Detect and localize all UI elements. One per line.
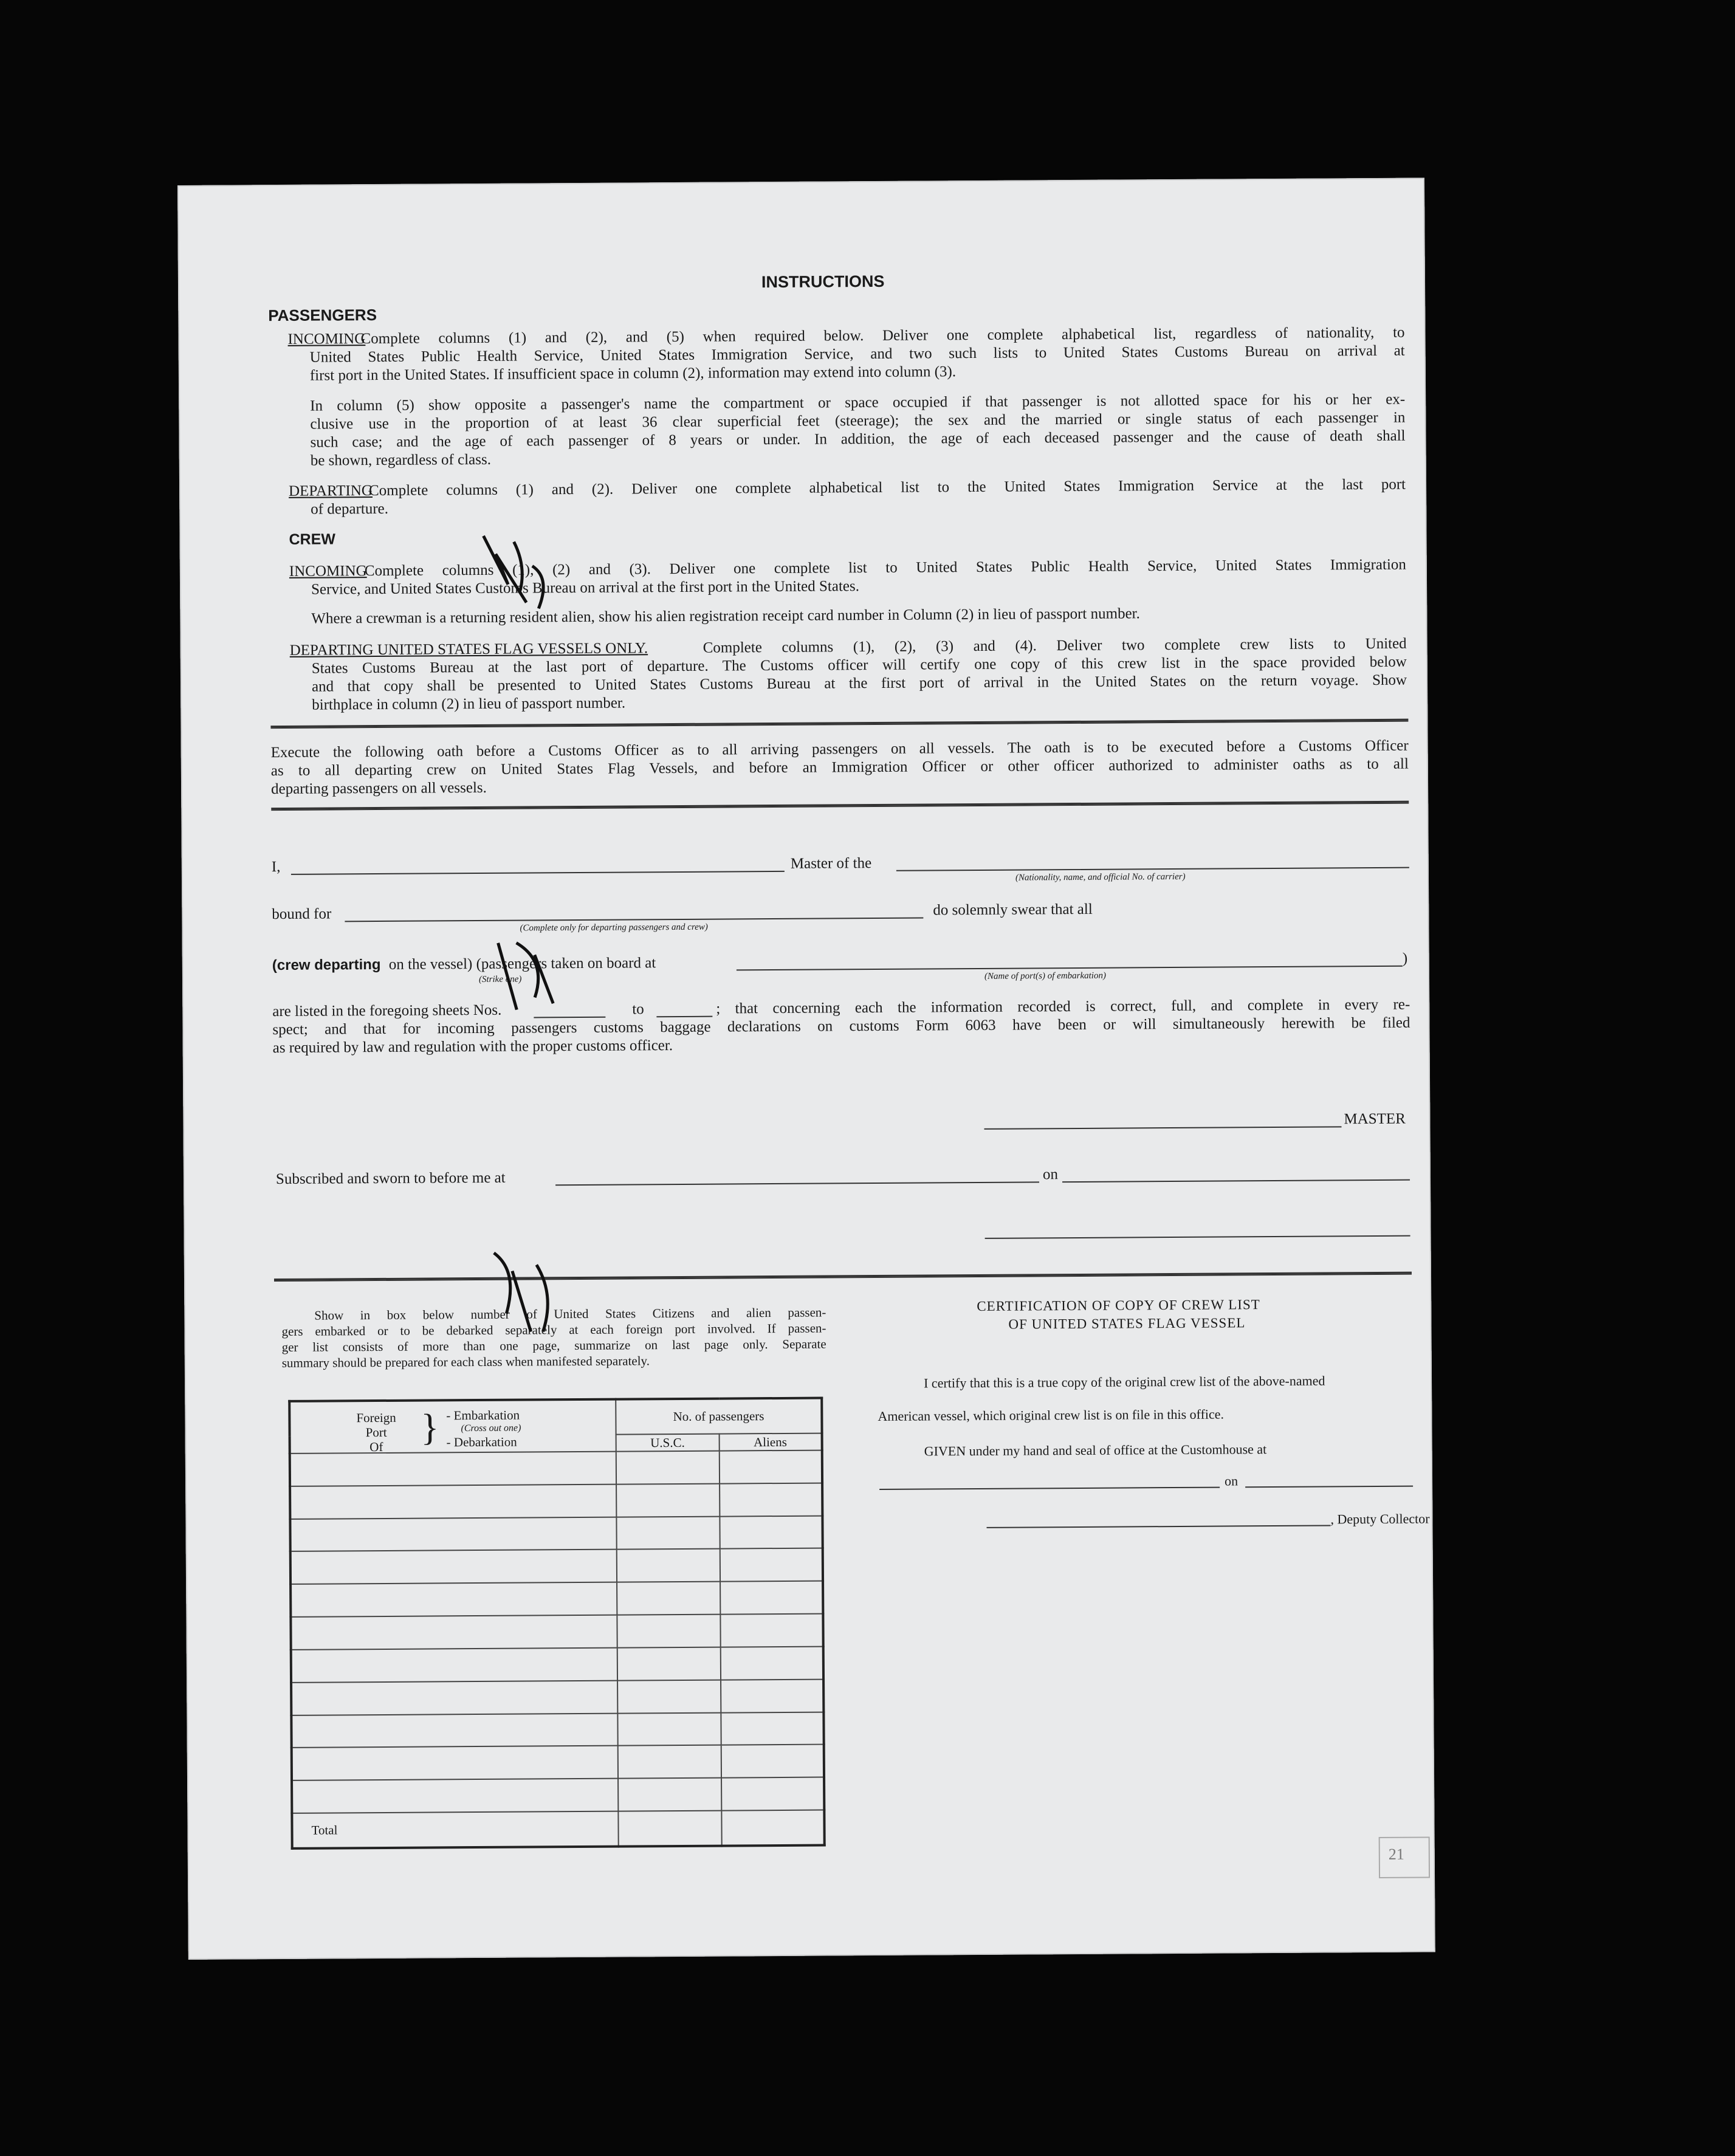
- embarkation-label: - Embarkation: [446, 1407, 520, 1423]
- subscribed-on-label: on: [1042, 1166, 1059, 1183]
- certification-date-field[interactable]: [1245, 1486, 1413, 1488]
- table-row: [291, 1712, 823, 1748]
- of-label: Of: [369, 1439, 383, 1455]
- listed-text-a: are listed in the foregoing sheets Nos.: [272, 1001, 502, 1020]
- crew-departing-line-1: Complete columns (1), (2), (3) and (4). Deliver two complete crew lists to United: [703, 635, 1407, 656]
- pax-col5-line-2: clusive use in the proportion of at least 36 clear superficial feet (steerage); the sex and the married or single status of each passenger in: [310, 409, 1406, 433]
- box-instructions-line-4: summary should be prepared for each class when manifested separately.: [281, 1353, 650, 1370]
- total-usc[interactable]: [619, 1811, 722, 1847]
- pax-col5-line-1: In column (5) show opposite a passenger's name the compartment or space occupied if that passenger is not allotted space for his or her ex-: [310, 391, 1406, 414]
- pax-col5-line-3: such case; and the age of each passenger of 8 years or under. In addition, the age of each deceased passenger and the cause of death shall: [310, 427, 1406, 451]
- master-name-field[interactable]: [291, 871, 785, 875]
- incoming-label: INCOMING: [287, 331, 366, 348]
- carrier-caption: (Nationality, name, and official No. of carrier): [1015, 871, 1186, 883]
- crew-incoming-line-1: Complete columns (1), (2) and (3). Deliver one complete list to United States Public Health Service, United States Immigration: [364, 556, 1406, 580]
- passenger-summary-table: [288, 1397, 826, 1850]
- carrier-field[interactable]: [896, 867, 1409, 871]
- port-header-cell: [289, 1399, 616, 1454]
- officer-signature-field[interactable]: [985, 1235, 1410, 1239]
- departing-label: DEPARTING: [288, 482, 373, 500]
- certify-text-b: American vessel, which original crew list is on file in this office.: [878, 1406, 1225, 1424]
- certify-text-a: I certify that this is a true copy of the original crew list of the above-named: [923, 1373, 1325, 1391]
- listed-line-2: spect; and that for incoming passengers customs baggage declarations on customs Form 6063 have been or will simultaneously herewith be filed: [272, 1014, 1410, 1039]
- aliens-header: Aliens: [719, 1433, 822, 1451]
- total-label: Total: [292, 1811, 619, 1849]
- close-paren: ): [1402, 950, 1408, 967]
- crew-departing-line-2: States Customs Bureau at the last port of departure. The Customs officer will certify one copy of this crew list in the space provided below: [311, 653, 1407, 677]
- brace-icon: }: [421, 1407, 439, 1449]
- crew-incoming-line-2: Service, and United States Customs Bureau on arrival at the first port in the United States.: [311, 578, 860, 598]
- embarkation-ports-field[interactable]: [737, 966, 1403, 971]
- pax-departing-line-1: Complete columns (1) and (2). Deliver one complete alphabetical list to the United States Immigration Service at the last port: [368, 476, 1406, 500]
- usc-header: U.S.C.: [616, 1434, 720, 1452]
- crew-incoming-label: INCOMING: [289, 563, 367, 580]
- pax-incoming-line-2: United States Public Health Service, United States Immigration Service, and two such lists to United States Customs Bureau on arrival at: [309, 342, 1405, 366]
- table-row: [290, 1548, 823, 1584]
- table-row: [292, 1777, 824, 1813]
- bound-for-label: bound for: [272, 905, 332, 923]
- crew-departing-line-4: birthplace in column (2) in lieu of passport number.: [312, 695, 626, 713]
- stamp-number: 21: [1388, 1845, 1404, 1863]
- to-label: to: [632, 1001, 644, 1018]
- table-row: [292, 1745, 824, 1780]
- oath-i: I,: [271, 858, 281, 876]
- oath-line-2: as to all departing crew on United States Flag Vessels, and before an Immigration Officer or other officer authorized to administer oaths as to all: [270, 755, 1409, 780]
- crew-departing-label: DEPARTING UNITED STATES FLAG VESSELS ONLY.: [289, 640, 648, 659]
- section-divider: [270, 719, 1408, 729]
- subscribed-place-field[interactable]: [555, 1181, 1039, 1186]
- strike-caption: (Strike one): [478, 974, 522, 984]
- table-row: [290, 1483, 822, 1519]
- oath-line-3: departing passengers on all vessels.: [270, 779, 487, 798]
- table-row: [291, 1646, 823, 1682]
- subscribed-label: Subscribed and sworn to before me at: [275, 1169, 506, 1188]
- page-title: INSTRUCTIONS: [761, 272, 885, 292]
- passengers-option: on the vessel) (passengers taken on board at: [388, 955, 656, 973]
- sheet-to-field[interactable]: [656, 1016, 712, 1018]
- given-text: GIVEN under my hand and seal of office at the Customhouse at: [924, 1441, 1267, 1459]
- pax-departing-line-2: of departure.: [311, 500, 389, 518]
- deputy-collector-label: , Deputy Collector: [1330, 1511, 1430, 1527]
- oath-divider: [271, 801, 1409, 811]
- pax-incoming-line-1: Complete columns (1) and (2), and (5) when required below. Deliver one complete alphabetical list, regardless of nationality, to: [360, 324, 1405, 348]
- certification-heading-1: CERTIFICATION OF COPY OF CREW LIST: [977, 1297, 1260, 1314]
- deputy-collector-signature[interactable]: [987, 1525, 1331, 1528]
- port-label: Port: [365, 1424, 387, 1440]
- box-instructions-line-3: ger list consists of more than one page, summarize on last page only. Separate: [281, 1336, 826, 1354]
- no-of-passengers-header: No. of passengers: [616, 1398, 822, 1435]
- bleed-through-text: [774, 239, 786, 263]
- total-aliens[interactable]: [721, 1810, 825, 1846]
- master-label: MASTER: [1344, 1110, 1406, 1128]
- certification-on-label: on: [1224, 1473, 1239, 1489]
- handwritten-mark-middle: [480, 930, 578, 1022]
- crew-departing-line-3: and that copy shall be presented to United States Customs Bureau at the first port of arrival in the United States on the return voyage. Show: [311, 671, 1407, 695]
- crew-departing-option: (crew departing: [272, 956, 381, 974]
- table-row: [290, 1581, 823, 1617]
- table-row: [290, 1614, 823, 1650]
- table-row: [290, 1450, 822, 1486]
- swear-text: do solemnly swear that all: [933, 901, 1093, 919]
- foreign-label: Foreign: [356, 1410, 396, 1426]
- oath-line-1: Execute the following oath before a Customs Officer as to all arriving passengers on all vessels. The oath is to be executed before a Customs Officer: [270, 737, 1409, 761]
- handwritten-mark-lower: [476, 1246, 574, 1344]
- box-instructions-line-1: Show in box below number of United States Citizens and alien passen-: [314, 1305, 826, 1323]
- master-of-the-label: Master of the: [790, 855, 872, 872]
- passengers-heading: PASSENGERS: [268, 306, 377, 325]
- box-instructions-line-2: gers embarked or to be debarked separately at each foreign port involved. If passen-: [281, 1320, 826, 1339]
- handwritten-mark-upper: [471, 529, 569, 639]
- table-row: [290, 1516, 822, 1551]
- subscribed-date-field[interactable]: [1062, 1179, 1410, 1183]
- listed-line-3: as required by law and regulation with the proper customs officer.: [272, 1037, 673, 1057]
- master-signature-field[interactable]: [984, 1126, 1342, 1130]
- table-row: [291, 1679, 823, 1715]
- listed-text-b: ; that concerning each the information recorded is correct, full, and complete in every re-: [716, 996, 1410, 1017]
- ports-caption: (Name of port(s) of embarkation): [984, 970, 1107, 981]
- lower-divider: [274, 1272, 1412, 1282]
- crew-heading: CREW: [289, 530, 336, 548]
- bound-caption: (Complete only for departing passengers and crew): [520, 922, 708, 933]
- certification-heading-2: OF UNITED STATES FLAG VESSEL: [1008, 1315, 1246, 1332]
- debarkation-label: - Debarkation: [446, 1434, 517, 1450]
- pax-incoming-line-3: first port in the United States. If insufficient space in column (2), information may extend into column (3).: [309, 363, 957, 384]
- document-page: [177, 177, 1435, 1959]
- bound-for-field[interactable]: [345, 918, 923, 922]
- cross-out-caption: (Cross out one): [461, 1423, 521, 1434]
- customhouse-field[interactable]: [879, 1487, 1220, 1490]
- total-row: [292, 1810, 824, 1849]
- crew-returning-line: Where a crewman is a returning resident alien, show his alien registration receipt card number in Column (2) in lieu of passport number.: [311, 605, 1140, 627]
- pax-col5-line-4: be shown, regardless of class.: [310, 451, 492, 469]
